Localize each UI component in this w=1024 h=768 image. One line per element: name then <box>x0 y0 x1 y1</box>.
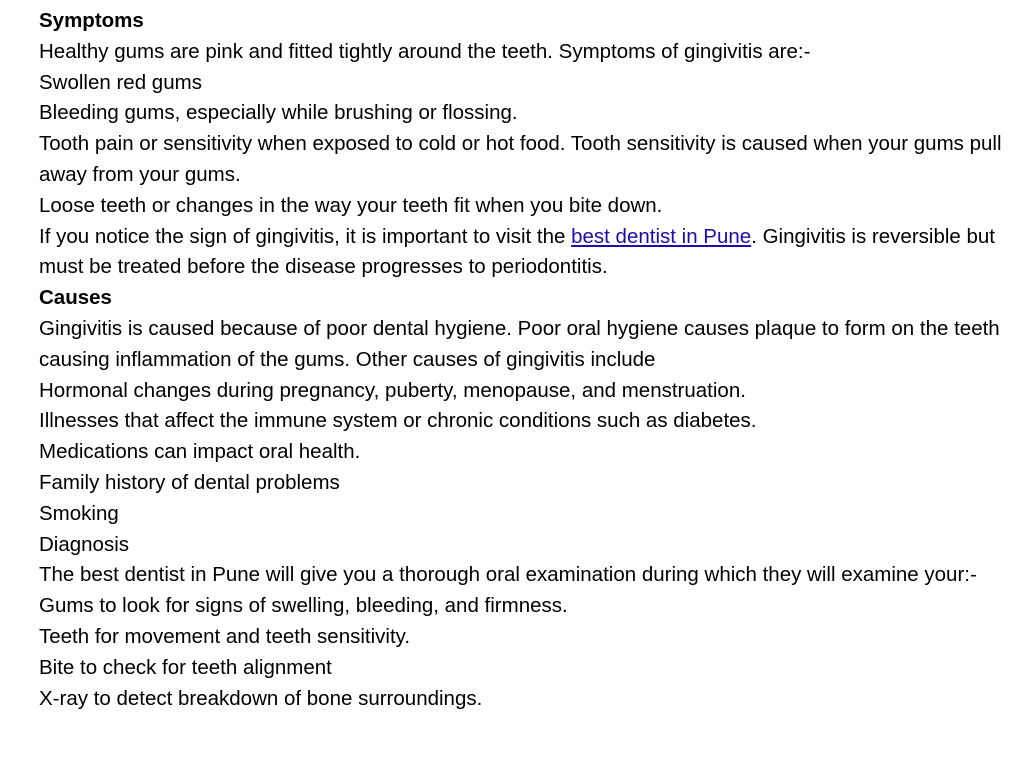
symptom-item: Bleeding gums, especially while brushing or flossing. <box>39 101 518 125</box>
symptoms-intro: Healthy gums are pink and fitted tightly around the teeth. Symptoms of gingivitis are:- <box>39 39 811 63</box>
diagnosis-item: X-ray to detect breakdown of bone surroundings. <box>39 686 483 710</box>
diagnosis-item: Bite to check for teeth alignment <box>39 655 332 679</box>
cause-item: Family history of dental problems <box>39 470 340 494</box>
diagnosis-item: Gums to look for signs of swelling, bleeding, and firmness. <box>39 594 568 618</box>
symptoms-heading: Symptoms <box>39 9 144 32</box>
notice-paragraph <box>39 222 1007 284</box>
symptom-item: Swollen red gums <box>39 70 202 94</box>
diagnosis-item: Teeth for movement and teeth sensitivity. <box>39 624 411 648</box>
cause-item: Medications can impact oral health. <box>39 440 361 464</box>
symptom-item: Loose teeth or changes in the way your teeth fit when you bite down. <box>39 193 663 217</box>
causes-intro: Gingivitis is caused because of poor dental hygiene. Poor oral hygiene causes plaque to form on the teeth causing inflammation of the gums. Other causes of gingivitis include <box>39 316 1000 371</box>
best-dentist-link[interactable]: best dentist in Pune <box>571 224 752 248</box>
cause-item: Illnesses that affect the immune system or chronic conditions such as diabetes. <box>39 409 757 433</box>
document-body <box>39 6 1007 714</box>
notice-text-after: . Gingivitis is reversible but must be treated before the disease progresses to periodontitis. <box>39 224 995 279</box>
cause-item: Smoking <box>39 501 119 525</box>
diagnosis-intro: The best dentist in Pune will give you a thorough oral examination during which they will examine your:- <box>39 563 977 587</box>
symptom-item: Tooth pain or sensitivity when exposed to cold or hot food. Tooth sensitivity is caused when your gums pull away from your gums. <box>39 132 1002 186</box>
diagnosis-heading: Diagnosis <box>39 532 130 556</box>
cause-item: Hormonal changes during pregnancy, puberty, menopause, and menstruation. <box>39 378 746 402</box>
causes-heading: Causes <box>39 286 112 310</box>
notice-text-before: If you notice the sign of gingivitis, it is important to visit the <box>39 224 572 248</box>
